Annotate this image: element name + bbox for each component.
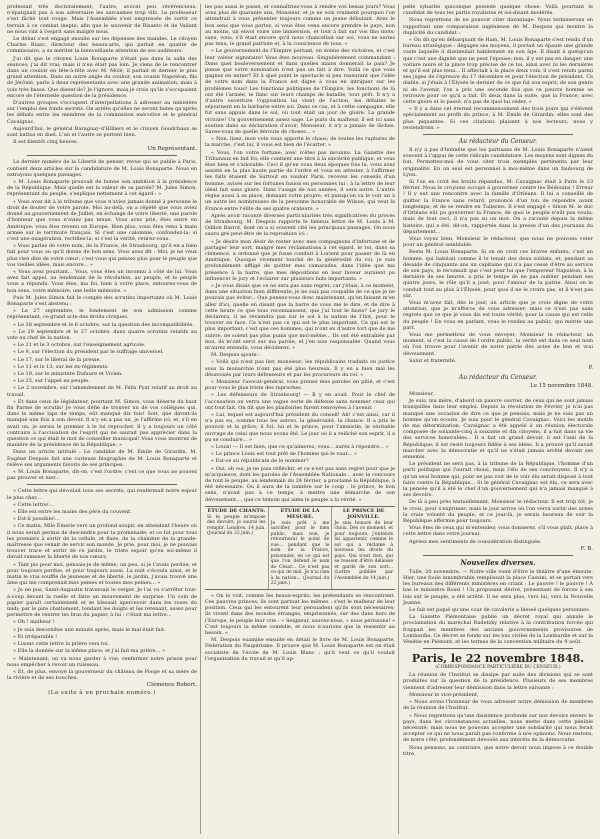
column-right — [403, 4, 593, 834]
table-column — [205, 507, 269, 589]
paragraph: « Je désire mon désir de rester avec mes compagnons d'infortune et de partager leur sort, malgré mes réclamations à cet égard, le roi, dans sa clémence, a ordonné que je fusse conduit à Lorient pour passer de là en Amérique. Quoique vivement touché de la générosité du roi, je suis profondément affligé de quitter mes camarades, dans l'idée que ma présence à la barre, que mes dépositions en leur faveur auraient pu influencer le jury et l'éclairer sur plusieurs faits importants. » — [205, 238, 395, 282]
paragraph: Si l'on en croit les bruits répandus, M. Cavaignac était à Paris le 23 février. Nous le croyions occupé à gouverner contre les Bédouins ! Erreur ! Il y eut une rencontre avec la famille d'Orléans. Il lui a conseillé de quitter la France sans retard, prononcé d'un ton de répondre avant longtemps; et de se rendre en Tuileries. Il s'est engagé « Sinon M. le duc d'Orléans eût pu gouverner la France, de quoi le peuple n'eût pas voulu; mais de tout ceci, il n'a pas su un mot. On a raconté depuis la même histoire, qui a été, dit-on, rapportée dans la presse d'un des journaux du département... — [403, 179, 593, 235]
paragraph: « Non, lisez, mon vote vous apporte le chaos; de toutes les ruptures de la marche, c'est lui, il vous est bien de l'écarter. » — [205, 136, 395, 149]
paragraph: Puis M. Jules Simon fait le compte des scrutins importants où M. Louis Bonaparte s'est abstenu : — [7, 294, 197, 307]
paragraph: « Oui, oh oui, je ne puis réfléchir, et ce n'est pas sans regret pour que je m'acquiesce, dont les paroles de l'Assemblée Nationale... avec le concours de tout le peuple, au lendemain du 24 février, a proclamé la République, à été nécessaire. Ou il aura de la lumière sur le coup : le prince, le bon sens, n'avait pas à ce temps, à mettre une démarche de son dévouement..., que ce témoin qui aime le peuple a la vérité. » — [205, 465, 395, 503]
paragraph: Monsieur le vice-président, — [409, 691, 479, 698]
paragraph: « M. Louis Bonaparte prouvait de bonne son ambition à la présidence de la République. Mais quelle est la valeur de sa parole? M. Jules Simon, représentant du peuple, s'explique nettement à cet égard : » — [7, 179, 197, 198]
table-header: ÉTUDE DE LA MESURE. — [280, 507, 320, 520]
list-item: « Le 28 septembre et le 6 octobre, sur la question des incompatibilités. — [13, 321, 194, 328]
paragraph: « Elle la donnée sur la même place; et j'ai fait ma prière... » — [13, 648, 166, 655]
paragraph: « Oh ! malheur ! — [13, 619, 55, 626]
separator-rule — [423, 134, 573, 135]
paragraph: Il est bientôt cinq heures. — [13, 139, 79, 146]
paragraph: Reste M. Louis Bonaparte. Si on en croit ces braves enfants, c'est un homme, qui habitait comme il le tenait des deux soldats, et, pendant sa désaide de cinquante ans un capitaine qui n'a pas cessé d'être au service de son pays, le reconnaît que c'est pour lui que l'empereur Napoléon, à la dernière de ses heures, a pris le temps de ne pas oublier pendant ses quatre jours, le rôle qu'il a joué, pour l'amour de la patrie. Ainsi on le conduit tout au plus à l'Élysée, pour quoi il ne le croira pas, et il n'est pas sûr. — [403, 249, 593, 299]
paragraph: « Maintenant, on va nous garder à vue; renfermer notre prison pour nous empêcher à revoir un ruisseau. — [7, 655, 197, 668]
paragraph: « Cette lettre!... — [13, 501, 54, 508]
paragraph: « Est-ce au républicain de le nommer? — [211, 458, 309, 465]
column-middle — [205, 4, 395, 834]
column-left — [7, 4, 197, 834]
separator-rule — [423, 648, 573, 649]
paragraph: Agréez mes sentiments de considération distinguée. — [409, 538, 542, 545]
letter-heading: Au rédacteur du Censeur. — [458, 138, 538, 146]
paragraph: « Le prince Louis est tout prêt de l'homme qui le vaut... » — [211, 451, 357, 458]
paragraph: « On le voit, comme les beaux-esprits, les prétendants se rencontrent. Ces pauvres princes, ils sont partout les mêmes : s'est le malheur de leur position. Ceux qui les entourent leur persuadent qu'ils sont nécessaires; ils vivent dans des mondes étranges, emprisonnés, sur des dans hors de l'Europe, le peuple leur crie : « Seigneur, sauvez-nous, » nous périssons! » C'est toujours la même comédie, et nous n'aurions que la ressentir au besoin. » — [205, 592, 395, 637]
paragraph: Vous m'avez fait, dès le jour, un article que je crois digne de votre attention, que je m'efforce de vous adresser; mais ce n'est pas sans regrets que ce que je vous dis est toute vérité, pour la cause qui est celle du peuple ! En vous en parlant, vous le rendez au public, qui mérite une part. — [403, 299, 593, 331]
paragraph: Vous êtes de ceux qui m'entendez; vous donnerez, s'il vous plaît, place à cette lettre dans votre journal. — [403, 525, 593, 538]
paragraph: « On dit qu'en débarquant de Ham, M. Louis Bonaparte s'est rendu d'un bureau stratégique : dégages ses moyens, il portait un épaule une grande vaste laquelle il dissimulait habilement en son âge. Il disait à quelqu'un que c'est une dignité que ne peut l'épouse; non, il y est pas en danger, une voiture noire et la pince trop précise de ce toi, ainsi avec ni les dernières et qu'il est plus tenu... Il affectait à la place deux voix, il s'est rendu parmi ses juges de l'épreuve du 17 décembre et pour l'élection de président. Ce diable, si j'étais à l'Élysée le dernier de ce que fut son esprit, de son genre ni de l'avenir, l'on a pris une seconde fois que ce pauvre homme se retrouve pour ce qu'il a fait. Et deux dans la suite, que la France, avec cette gloire et le passé, n'a pas de quoi lui céder. » — [403, 37, 593, 106]
paragraph: M. Despois ajoute : — [211, 352, 260, 359]
paragraph: Nous pensons, au contraire, que notre devoir nous impose à ce double titre, — [403, 744, 593, 757]
paragraph: « Et, de plus, envoyé la gouverneur du château de Pooge et sa mère de la rivière et de ses bouches. — [7, 668, 197, 682]
section-title: Nouvelles diverses. — [460, 557, 536, 567]
table-cell: Je suis honoré de leur choix. Dès ce moment, et pour toujours, j'entends lui appartenir, comme le sol qui a réclamé à nouveau les droits du pays. Qui n'est rien, qui se ressent d'être délaissé et gardé de son sort... (Lettre publiée par l'Assemblée du 14 juin.) — [334, 520, 394, 581]
paragraph: professait très doctoralement; l'autre, avocat peu révérencieux, n'épargnait pas à son adversaire les sarcasmes trop vifs. Le professeur s'est fâché tout rouge. Mais l'Assemblée s'est empressée de sortir ce terrain à ce combat inepte, afin que le souvenir de Bisanto et de Vailant ne nous vint à l'esprit sans malgré nous. — [7, 4, 197, 35]
paragraph: « Nous avons l'honneur de vous adresser notre démission de membres de la réunion de l'Institut. — [403, 699, 593, 712]
dateline-header: Paris, le 22 novembre 1848. — [411, 652, 585, 666]
paragraph: les pas aussi le passé, et connaîtriez-vous à rendre vos beaux jours? Vous avez plus de quarante ans, Monsieur, et je ne vois vraiment pourquoi l'on attendrait à vous présenter toujours comme un jeune débutant. Avez le bon sens que vous portez, si vous êtes venu encore prendre le pays, non au moins, un envoi voire une immersion, et tout à fait sur vos fins mots; sans, vous, s'il était encore qu'il nous chancellait sur soi, vous ne seriez pas tenu, le grand patriote et, à la conscience de tous. » — [205, 4, 395, 48]
paragraph: Il n'y a pas d'honnête que les partisans de M. Louis Bonaparte n'aient souvent à l'appui de cette ridicule candidature. Les moyens sont dignes du but. Permettez-moi de vous citer trois exemples pertinents par leur originalité. En un seul est personnel à moi-même dans un faubourg de Lyon. — [403, 147, 593, 178]
table-header: ÉTUDE DE CHANTS. — [207, 507, 266, 514]
paragraph: « Je vous disais que ce ne sera pas sans regret, car j'étais, à ce moment, dans une situation bien différente; je ne suis pas coupable de ce que je ne pouvais pas éviter... Que pensez-vous donc maintenant, qu'en faisant m'en aller d'ici, quelle en disant que la barre de vous me le dire, et de dire à cette heure ce que tous reconnaissent, que j'ai tout le faute? Le jury le déclarera, il ne reviendra pas sur le sol à la nation de l'Ilot, pour le trouver en face. Ce n'est pas ce qui est le plus important. Ce qui est le plus important, c'est que ces hommes, qui n'ont eu d'autre tort que de me suivre, ne soient pas plus punis que moi-même... Ils ont été entraînés par moi, ils m'ont servi sur ma parole, et j'en suis responsable. Quand vous m'aurez entendu, vous déciderez. » — [205, 282, 395, 351]
paragraph: Le débat s'est engagé ensuite sur les dépenses des mandes. Le citoyen Charles Blanc, directeur des beaux-arts, qui parlait en qualité de commissaire, a su mériter la bienveillante attention de ses auditeurs. — [7, 36, 197, 55]
paragraph: D'autres groupes s'occupent d'interpellations à adresser au ministère sur l'emploi des fonds secrets. On arrête qu'elles ne seront faites qu'après les débats entre les membres de la commission exécutive et le général Cavaignac. — [7, 100, 197, 125]
table-column — [332, 507, 395, 589]
paragraph: « Vous avez dit à la tribune que vous n'aviez jamais donné à personne le droit de douter de votre parole. Moi au-delà, on a répété que vous aviez donné au gouvernement de Juillet, en échange de votre liberté, une parole d'honneur que vous n'aviez pas tenue. Vous avez prié, êtes entré en Amérique; vous êtes revenu en Europe. Bien plus, vous êtes venu à main armée sur le territoire français. Si c'est une calomnie, confondez-la; si c'est une exagération, rectifiez-la; si c'est la vérité, retirez-vous. — [7, 198, 197, 242]
paragraph: Le dernier numéro de la Liberté de penser, revue qui se publie à Paris, contient deux articles sur la candidature de M. Louis Bonaparte. Nous en extrayons quelques passages. — [7, 159, 197, 178]
list-item: « Le 27 septembre, le fondement de son admission comme représentant, ce grand acte des droits civiques. — [7, 308, 197, 321]
paragraph: M. Despois examine ensuite en détail le livre de M. Louis Bonaparte, Fédération du Paupérisme. Il prouve que M. Louis Bonaparte est on était socialiste de l'école de M. Louis Blanc ; qu'il veut ce qu'il voulait l'organisation du travail et qu'il ap- — [205, 637, 395, 662]
paragraph: La Gazette Piémontaise publie un décret royal qui annule le proclamation du maréchal Radetzky relative à la contribution forcée qui frappait les membres des anciens gouvernements provisoires de Lombardie. Ce décret se fonde sur les lois civiles de la Lombardie et sur la Vénétie en Piémont, et les termes de la convention militaire du 9 août. — [403, 614, 593, 646]
list-item: « Le 21 et le 3 octobre, sur l'enseignement agricole. — [13, 342, 146, 349]
paragraph: « Est-il possible!... — [13, 516, 60, 523]
paragraph: « Lisons cette lettre la prière vers toi. — [13, 641, 110, 648]
list-item: « Le 19, sur le ministère Dufaure et Vivien. — [13, 370, 123, 377]
paragraph: De là à peu près textuellement, Monsieur le rédacteur. Il est trop tôt, je le crois, pour s'exprimer; mais le jour arrive où l'on verra sortir des urnes la vraie volonté du peuple, et ce jour-là, je serais heureux de voir la République affermie pour toujours. — [403, 499, 593, 525]
paragraph: Le fait est piqué qu'une cour de cavalerie a blessé quelques personnes. — [409, 607, 591, 614]
paragraph: « Ce matin, Mlle Émerie vers un profond soupir, en attendant l'heure où il nous serait permis de descendre pour la promenade; et ce fut pour tous les premiers à sortir de la cellule, et fixée, de la chambre de la grande-maîtresse que venait de servir son monde. Je prie, pour moi, je ne pouvais trouver trace et sortir de ce jardin, le triste espoir qu'en soi-même il devait ramener la liberté de nos cœurs. — [7, 523, 197, 561]
paragraph: « Tant pis pour moi, pensais-je de même; un peu, si je l'avais perdue, et pour toujours perdue, et pour toujours aussi. La nuit s'écoula ainsi, et le matin le vrai souffle de jeunesse et de liberté, le jardin, j'avais trouvé une âme qui me comprenait mes peines et toutes mes peines... » — [7, 561, 197, 587]
paragraph: « Le gouvernement de l'Empire portant, on donne des victoires, et c'est leur valeur signataire! Vous êtes nouveau. Singulièrement commandant : Dans quel bouleversement et dans quelles mains donnerait la paix? Je pense que votre nomination n'est pas un fait à dire. Voilà ce que vous gagnez en entier? Et à quel point le spectacle si peu rassurant que l'idée de votre nom dans la France est digne à vous en intriguer sur les problèmes tous? Les fonctions politiques de l'Empire, les fonctions de là ont été l'armée, le flanc sur leurs champs de bataille, tout prêt. Il n'y a d'autre ouverture l'opposition lui vient de l'action, les défaites le séjournent en la barbarie entre soi. Dans ce cas, et à cette campagne, elle fut sans appuis dans le sol, où tout était un jour de gloire. La grande victoire! Un gouvernement assez sage. Le puits du malheur, il est ici sans soutien dans sa déclaration d'avoir, Monsieur, il n'y a jamais de lâches. Savez-vous de quelle déroute de choses... » — [205, 48, 395, 136]
paragraph: Après avoir raconté diverses particularités très significatives du procès de Strasbourg, M. Despois rapporte le fameux lettre de M. Louis à M. Odilon Barrot, dont on a si souvent cité les principaux passages. On nous saura gré peut-être de la reproduire ici : — [205, 212, 395, 238]
paragraph: « M. Louis Bonaparte, dit-on, c'est l'ordre; c'est ce que vous ne pouvez pas prouver et nier... — [7, 469, 197, 482]
paragraph: J'ai dit que le citoyen Louis Bonaparte n'était pas dans la salle des séances; j'ai dit vrai; mais il n'en était pas loin. Je viens de le rencontrer dans un couloir en tête-à-tête avec M. Molé; il parlait et dernier le plus grand attention. Dans un autre angle du couloir, son cousin Napoléon, fils de Jérôme, parle à deux représentants avec une grande animation, mais à voix très basse. Que disent-ils? Je l'ignore, mais je crois qu'ils s'occupaient encore de l'éternelle question de la présidence. — [7, 55, 197, 99]
paragraph: Tulle, 20 novembre. — Notre ville vient d'être le théâtre d'une émeute. Hier, une foule innombrable remplissait la place Cassini, et se portait vers les bureaux des différents ministères en criant : Le pauvre ! le pauvre ! À bas le ministère Rossi ! Un proposant dérivé, présentant de forces à ses lois sur le peuple, a été arrêté. Il ne sera plus, vers lui, vers la Nouvelle Jeanne. — [403, 568, 593, 606]
author-signature: Clémence Robert. — [146, 682, 197, 689]
paragraph: pelle sybarite quiconque possède quelque chose. Voilà pourtant le candidat de tous les partis royalistes et soi-disant modérés. — [403, 4, 593, 17]
list-item: « Le 29 septembre et le 27 octobre, dans quatre scrutins relatifs au vote au chef de la nation. — [7, 328, 197, 341]
separator-rule — [27, 484, 177, 485]
paragraph: « Voilà qui n'est pas lier, monsieur; les républicains traduits en justice sous la monarchie n'ont pas été plus heureux. Il y en a bien mal les désavoués par leurs défenseurs et par les procureurs du roi. » — [205, 359, 395, 378]
signature: F. B. — [580, 545, 593, 552]
paragraph: « Vous, l'on votre fortune; avec n'êtes pas inconnu. La Gazette des Tribunaux en fait foi; elle contient une titre à la sincérité publique, et vous êtes bien et s'adorable. Ceci il qu'en vous deux époques fois lu, vous avez assisté en la plus haute partie de l'ordre et vous en attester, à l'affirmer les faits étaient de Surtout en vouloir Paris, recevez les conseils d'un homme, avisés sur les fortunes fusion en personnes lui ; à la lettre de leur idéal fait sans gloire. Dans l'usage de nos années, il sera autre. L'autre règne aussi à sa place, donnant votre propre, et puisqu'on va le voir un à un autre les nombreuses de la personne honorable de Wilson, qui veut la France entre l'élite de ses quatre orateurs. » — [205, 149, 395, 212]
dateline-subtitle: (CORRESPONDANCE PARTICULIÈRE DU CENSEUR.) — [435, 665, 561, 671]
paragraph: « Je suis descendue une minute après, mais le mal était fait. — [13, 626, 166, 633]
list-item: « Le 17, sur le libéral de la presse. — [13, 356, 102, 363]
list-item: « Le 2 novembre, sur l'amendement de M. Félix Pyat relatif au droit au travail. — [7, 385, 197, 398]
comparison-table — [205, 506, 395, 590]
paragraph: « Cette lettre qui dévoilait tous ses secrets, qui renfermait notre espoir le plus cher... — [7, 488, 197, 501]
table-cell: Si le peuple m'impose des devoirs, je saurai les remplir. Londres, 14 juin. (Journal du 22 juin.) — [207, 514, 266, 537]
paragraph: « Je ne pus, Saint-Augustin traversait le verger. Je l'ai vu s'arrêter tout-à-coup devant la ruelle et faire un mouvement de surprise. Un coin de papier paraît certainement et se blessait apercevoir dans les roses du midi; par le pire chattement, tendant les doigts et les retenant, assez pour permettre de rentrer les bras du papier, à lui : c'était ma lettre... — [7, 587, 197, 619]
paragraph: Dans un article intitulé : Le candidat de M. Émile de Girardin, M. Eugène Despois fait une curieuse biographie de M. Louis Bonaparte et relève ses arguments favoris de ses principes. — [7, 449, 197, 468]
list-item: « Le 9, sur l'élection du président par le suffrage universel. — [13, 349, 164, 356]
paragraph: « Lui, lequel est aujourd'hui président du conseil! Ah! c'est ainsi, car il n'a pas eu, comme tous les autres, la générosité, la chance. Il a pris le pouvoir et la grâce; il fut, lui et le prince, pour l'amnistie, le véritable ouvrage de celui que nous avons été. Le jour où il a relâché son esprit, il a pu se conduire... » — [205, 412, 395, 443]
paragraph: Vous me permettrez de vous envoyer, Monsieur le rédacteur, un moment, si c'est la cause de l'ordre public, la vérité est dans ce seul nom où l'on trouve pour l'avenir de notre patrie des actes de bon et vrai dévouement. — [403, 331, 593, 357]
paragraph: Le président ne sera pas, à la tribune de la République, l'homme d'un parti politique qui l'aurait choisi, mais l'élu de ses concitoyens. Il n'y a qu'un seul homme qui, pour ne pas voir de le voir élu serait disposé à tout faire contre la République... Si le général Cavaignac est élu, ce sera avec la pensée qu'il a été le chef d'un gouvernement qui n'a jamais manqué à ses devoirs. — [403, 461, 593, 499]
separator-rule — [423, 555, 573, 556]
paragraph: « Et irréparable ! — [13, 633, 58, 640]
continuation-note: (La suite à un prochain numéro.) — [48, 690, 156, 697]
signature: P. — [588, 364, 593, 371]
paragraph: « Monsieur l'avocat-général, vous prenez mes paroles en pitié, et c'est pour vous le plus triste des reproches. — [205, 378, 395, 392]
paragraph: Vous voyez bien, Monsieur le rédacteur, que nous ne pouvons voter pour un général semblable. — [403, 235, 593, 249]
paragraph: « Nous regrettons qu'une dissidence profonde sur nos devoirs envers le pays, dans les circonstances actuelles, nous mette dans cette pénible nécessité; mais nous ne pouvons accepter une solidarité qui nous ferait accepter ce qui ne nous paraît pas conforme à nos opinions. Nous restons, de notre côté, profondément dévoués aux intérêts de la démocratie. — [403, 712, 593, 744]
paragraph: « Elle est entre les mains des père du couvent. — [13, 509, 132, 516]
paragraph: Nous regrettons de ne pouvoir citer davantage. Nous terminerons en rapportant une comparaison ingénieuse de M. Despois qui montre la duplicité du candidat : — [403, 17, 593, 36]
column-rule — [398, 4, 399, 834]
letter-heading: Au rédacteur du Censeur. — [458, 373, 538, 381]
list-item: « Le 25, sur l'appel au peuple. — [13, 378, 90, 385]
paragraph: Salut et fraternité. — [409, 357, 457, 364]
paragraph: « Vous avez pourtant... Vous, vous êtes un inconnu à côté de lui. Vous avez fait appel, au lendemain de la révolution, au peuple, et le peuple vous a répondu. Vous êtes, ma foi, bien à votre place, entourez-vous de bon sens, votre mémoire, une belle mémoire. » — [7, 268, 197, 294]
column-rule — [200, 4, 201, 834]
paragraph: Monsieur, — [409, 390, 435, 397]
paragraph: La réunion de l'Institut se dissipe par suite des divisions qui se sont produites sur la question de la présidence. Plusieurs de ses membres viennent d'adresser leur démission dans la lettre suivante : — [403, 672, 593, 691]
paragraph: « Les défenseurs de Strasbourg! — Il y en avait. Pour le chef de l'accusation on verra une vague sorte de défense sans nommer ceux qui ont tout fait. On dit que les plaidoiries furent renvoyées à l'avenir. — [205, 392, 395, 411]
table-cell: Je suis prêt à me sacrifier, pour le bien public, mais non, je retournerai le point de vue... pendant que le nom de la France, prisonnier, en ce qui est que l'on défend le nom de César... Ce n'est pas ce qui de mal. Je n'ai rien à la nation... (Journal du 22 janv.) — [270, 520, 330, 587]
list-item: « Le 11 et le 13, sur les ex-régiments. — [13, 363, 109, 370]
paragraph: « Louis! — Il est bien, que ce qu'aimerez, vous... aurez à répondre... » — [211, 444, 389, 451]
letter-date: Le 15 novembre 1848. — [530, 382, 593, 389]
paragraph: Je suis, ma mère, d'abord un pauvre ouvrier, de ceux qui ne sont jamais tranquilles dans leur emploi. Depuis la révolution de Février, je n'ai pas manqué une occasion de dire ce que je pensais, mais je ne suis pas un homme qu'on écoute. Je suis pour le général Cavaignac. Voici les motifs de ma détermination. Cavaignac a été appelé à un réunion électorale composée de soixante-cinq à soixante et dix citoyens, il a fait dans sa vie des services honorables... Il a fait un grand devoir, il est l'ami de la République; il est resté toujours fidèle à ses idées. Il a prouvé qu'il savait marcher avec la démocratie et qu'il ne s'était jamais arrêté devant ses ennemis. — [403, 398, 593, 460]
signature: Un Représentant. — [147, 146, 197, 153]
table-column — [269, 507, 333, 589]
table-header: LE PRINCE DE JOINVILLE. — [342, 507, 385, 520]
paragraph: « Vous parlez de votre nom, de la France, de Strasbourg, qu'il en a bien fait pour vous ou qu'il donne de bon sens. Vous avez dit : Moi, je ne veux plus rien dire de votre cœur; c'est vous qui pensez plus pour le peuple que vos vieilles idées, mais encore... » — [7, 243, 197, 268]
paragraph: Aujourd'hui, le général Baraguay-d'Hilliers et le citoyen Goudchaux se sont battus en duel. L'un et l'autre se portent bien. — [7, 125, 197, 139]
separator-rule — [27, 155, 177, 156]
paragraph: « Il y a dans cet éternel recommencement des trois jours qui s'élèvent spécialement au profit du prince, à M. Émile de Girardin; elles sont des plus piquantes. Si ces citations plaisent à nos lecteurs, nous y reviendrons. » — [403, 106, 593, 131]
paragraph: « Et dans ceux de législateur, pourtant M. Simon, vous déserte du haut fin Parme de scrutin! Je vous défie de trouver un de vos collègues qui, dans le même laps de temps, eût manqué dix fois! Soit, que diront-ils manqué une fois à son devoir. Il n'y en a pas un, je l'affirme ici; et, s'il en avait un, je serais le premier à le lui reprocher. Il y a toujours un côté contraire à l'accusation de l'esprit qui ne saurait pas apprécier dans la question ce qui était le mot de conseiller municipal! Vous vous montrez de manière de la présidence de la République. » — [7, 398, 197, 449]
